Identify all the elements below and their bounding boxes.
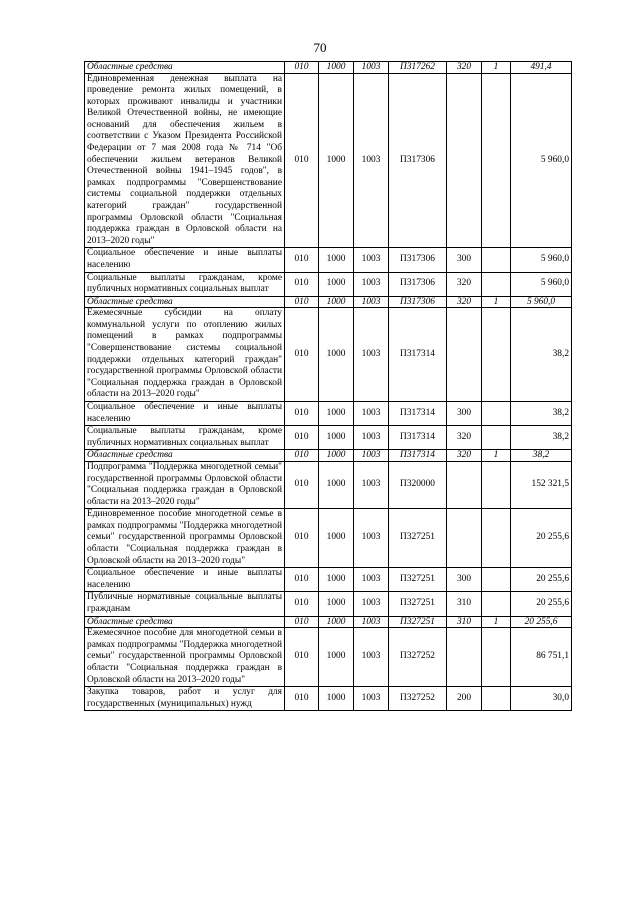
table-row	[85, 568, 572, 592]
ministry-code: 010	[285, 73, 319, 248]
source-flag: 1	[482, 296, 511, 308]
amount-value: 38,2	[511, 450, 572, 462]
section-code: 1000	[319, 616, 354, 628]
table-row	[85, 73, 572, 248]
subsection-code: 1003	[354, 568, 389, 592]
target-article-code: П317306	[389, 296, 447, 308]
section-code: 1000	[319, 426, 354, 450]
target-article-code: П317306	[389, 272, 447, 296]
row-description: Социальные выплаты гражданам, кроме публичных нормативных социальных выплат	[85, 426, 285, 450]
ministry-code: 010	[285, 402, 319, 426]
ministry-code: 010	[285, 296, 319, 308]
subsection-code: 1003	[354, 450, 389, 462]
expense-type-code	[447, 73, 482, 248]
target-article-code: П327252	[389, 628, 447, 687]
row-description: Областные средства	[85, 62, 285, 74]
table-row	[85, 450, 572, 462]
target-article-code: П327252	[389, 687, 447, 711]
subsection-code: 1003	[354, 402, 389, 426]
target-article-code: П317314	[389, 450, 447, 462]
target-article-code: П317314	[389, 402, 447, 426]
amount-value: 5 960,0	[511, 73, 572, 248]
table-row	[85, 272, 572, 296]
table-row	[85, 628, 572, 687]
section-code: 1000	[319, 272, 354, 296]
ministry-code: 010	[285, 461, 319, 508]
expense-type-code	[447, 628, 482, 687]
expense-type-code: 320	[447, 272, 482, 296]
subsection-code: 1003	[354, 248, 389, 272]
expense-type-code: 320	[447, 296, 482, 308]
section-code: 1000	[319, 296, 354, 308]
subsection-code: 1003	[354, 426, 389, 450]
expense-type-code: 300	[447, 248, 482, 272]
target-article-code: П317314	[389, 308, 447, 402]
row-description: Единовременная денежная выплата на проведение ремонта жилых помещений, в которых проживают инвалиды и участники Великой Отечественной войны, не имеющие оснований для обеспечения жильем в соответствии с Указом Президента Российской Федерации от 7 мая 2008 года № 714 "Об обеспечении жильем ветеранов Великой Отечественной войны 1941–1945 годов", в рамках подпрограммы "Совершенствование системы социальной поддержки отдельных категорий граждан" государственной программы Орловской области "Социальная поддержка граждан в Орловской области на 2013–2020 годы"	[85, 73, 285, 248]
section-code: 1000	[319, 628, 354, 687]
subsection-code: 1003	[354, 687, 389, 711]
amount-value: 20 255,6	[511, 592, 572, 616]
subsection-code: 1003	[354, 62, 389, 74]
target-article-code: П327251	[389, 616, 447, 628]
amount-value: 5 960,0	[511, 272, 572, 296]
row-description: Единовременное пособие многодетной семье в рамках подпрограммы "Поддержка многодетной семьи" государственной программы Орловской области "Социальная поддержка граждан в Орловской области на 2013–2020 годы"	[85, 509, 285, 568]
section-code: 1000	[319, 73, 354, 248]
section-code: 1000	[319, 402, 354, 426]
amount-value: 5 960,0	[511, 296, 572, 308]
expense-type-code: 300	[447, 402, 482, 426]
expense-type-code	[447, 308, 482, 402]
target-article-code: П327251	[389, 509, 447, 568]
source-flag: 1	[482, 450, 511, 462]
subsection-code: 1003	[354, 628, 389, 687]
expense-type-code: 320	[447, 426, 482, 450]
row-description: Публичные нормативные социальные выплаты гражданам	[85, 592, 285, 616]
ministry-code: 010	[285, 592, 319, 616]
subsection-code: 1003	[354, 592, 389, 616]
page-number: 70	[313, 40, 327, 55]
amount-value: 20 255,6	[511, 509, 572, 568]
amount-value: 38,2	[511, 308, 572, 402]
table-row	[85, 62, 572, 74]
ministry-code: 010	[285, 628, 319, 687]
subsection-code: 1003	[354, 272, 389, 296]
row-description: Социальные выплаты гражданам, кроме публичных нормативных социальных выплат	[85, 272, 285, 296]
target-article-code: П320000	[389, 461, 447, 508]
section-code: 1000	[319, 509, 354, 568]
amount-value: 491,4	[511, 62, 572, 74]
ministry-code: 010	[285, 62, 319, 74]
section-code: 1000	[319, 461, 354, 508]
target-article-code: П327251	[389, 568, 447, 592]
amount-value: 38,2	[511, 402, 572, 426]
subsection-code: 1003	[354, 308, 389, 402]
target-article-code: П317306	[389, 248, 447, 272]
source-flag: 1	[482, 616, 511, 628]
subsection-code: 1003	[354, 296, 389, 308]
source-flag	[482, 687, 511, 711]
ministry-code: 010	[285, 426, 319, 450]
subsection-code: 1003	[354, 461, 389, 508]
expense-type-code: 310	[447, 592, 482, 616]
source-flag	[482, 402, 511, 426]
subsection-code: 1003	[354, 616, 389, 628]
section-code: 1000	[319, 687, 354, 711]
source-flag: 1	[482, 62, 511, 74]
ministry-code: 010	[285, 450, 319, 462]
target-article-code: П317306	[389, 73, 447, 248]
section-code: 1000	[319, 248, 354, 272]
row-description: Социальное обеспечение и иные выплаты населению	[85, 568, 285, 592]
table-row	[85, 426, 572, 450]
table-row	[85, 402, 572, 426]
table-row	[85, 509, 572, 568]
section-code: 1000	[319, 308, 354, 402]
source-flag	[482, 461, 511, 508]
expense-type-code: 200	[447, 687, 482, 711]
ministry-code: 010	[285, 248, 319, 272]
expense-type-code: 320	[447, 450, 482, 462]
source-flag	[482, 568, 511, 592]
table-row	[85, 296, 572, 308]
source-flag	[482, 509, 511, 568]
source-flag	[482, 592, 511, 616]
table-row	[85, 248, 572, 272]
row-description: Ежемесячные субсидии на оплату коммунальной услуги по отоплению жилых помещений в рамках подпрограммы "Совершенствование системы социальной поддержки отдельных категорий граждан" государственной программы Орловской области "Социальная поддержка граждан в Орловской области на 2013–2020 годы"	[85, 308, 285, 402]
expense-type-code	[447, 509, 482, 568]
subsection-code: 1003	[354, 73, 389, 248]
ministry-code: 010	[285, 687, 319, 711]
target-article-code: П327251	[389, 592, 447, 616]
row-description: Социальное обеспечение и иные выплаты населению	[85, 402, 285, 426]
row-description: Закупка товаров, работ и услуг для государственных (муниципальных) нужд	[85, 687, 285, 711]
amount-value: 38,2	[511, 426, 572, 450]
row-description: Областные средства	[85, 296, 285, 308]
source-flag	[482, 248, 511, 272]
table-row	[85, 616, 572, 628]
table-row	[85, 308, 572, 402]
expense-type-code: 310	[447, 616, 482, 628]
ministry-code: 010	[285, 272, 319, 296]
source-flag	[482, 426, 511, 450]
row-description: Социальное обеспечение и иные выплаты населению	[85, 248, 285, 272]
amount-value: 152 321,5	[511, 461, 572, 508]
source-flag	[482, 628, 511, 687]
subsection-code: 1003	[354, 509, 389, 568]
expense-type-code: 300	[447, 568, 482, 592]
table-body	[85, 62, 572, 711]
ministry-code: 010	[285, 616, 319, 628]
ministry-code: 010	[285, 568, 319, 592]
target-article-code: П317314	[389, 426, 447, 450]
row-description: Ежемесячное пособие для многодетной семьи в рамках подпрограммы "Поддержка многодетной семьи" государственной программы Орловской области "Социальная поддержка граждан в Орловской области на 2013–2020 годы"	[85, 628, 285, 687]
budget-table	[84, 61, 572, 711]
section-code: 1000	[319, 592, 354, 616]
expense-type-code: 320	[447, 62, 482, 74]
amount-value: 86 751,1	[511, 628, 572, 687]
amount-value: 30,0	[511, 687, 572, 711]
row-description: Областные средства	[85, 616, 285, 628]
source-flag	[482, 73, 511, 248]
table-row	[85, 461, 572, 508]
section-code: 1000	[319, 450, 354, 462]
expense-type-code	[447, 461, 482, 508]
amount-value: 5 960,0	[511, 248, 572, 272]
source-flag	[482, 272, 511, 296]
amount-value: 20 255,6	[511, 568, 572, 592]
section-code: 1000	[319, 568, 354, 592]
ministry-code: 010	[285, 308, 319, 402]
table-row	[85, 592, 572, 616]
ministry-code: 010	[285, 509, 319, 568]
source-flag	[482, 308, 511, 402]
section-code: 1000	[319, 62, 354, 74]
row-description: Подпрограмма "Поддержка многодетной семьи" государственной программы Орловской области "Социальная поддержка граждан в Орловской области на 2013–2020 годы"	[85, 461, 285, 508]
amount-value: 20 255,6	[511, 616, 572, 628]
target-article-code: П317262	[389, 62, 447, 74]
table-row	[85, 687, 572, 711]
row-description: Областные средства	[85, 450, 285, 462]
